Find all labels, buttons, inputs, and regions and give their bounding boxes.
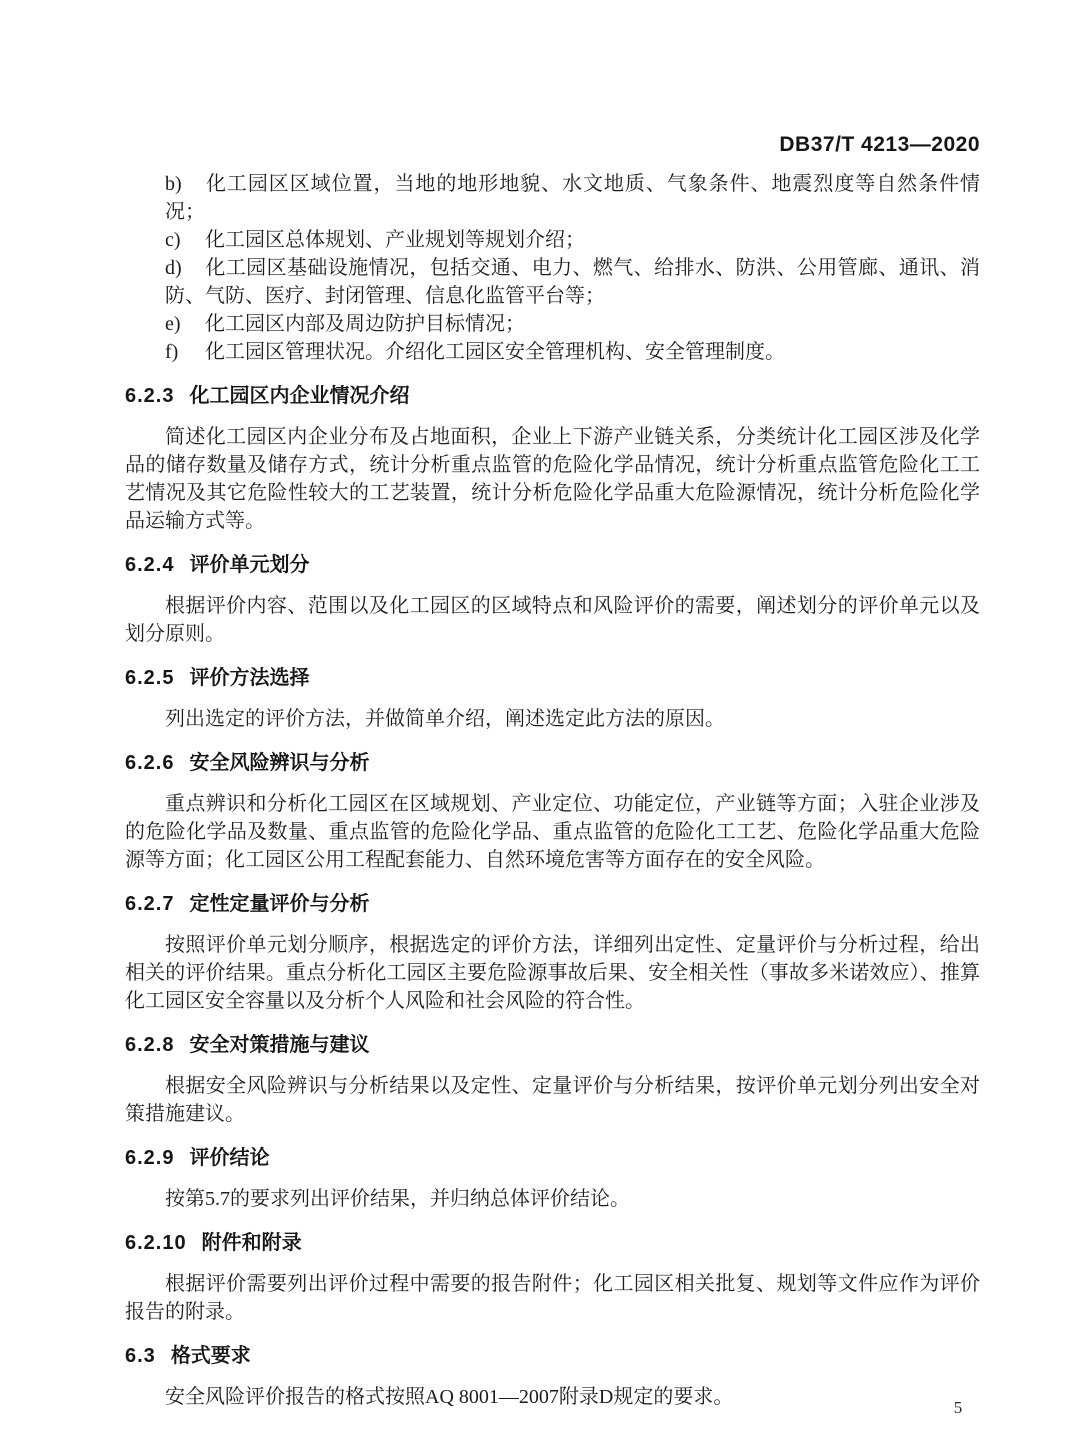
section-6-2-4 [125, 551, 980, 648]
section-title: 化工园区内企业情况介绍 [189, 385, 410, 407]
section-6-2-7 [125, 890, 980, 1015]
document-header [125, 132, 980, 158]
list-item-text: 化工园区内部及周边防护目标情况； [205, 313, 525, 335]
section-6-2-5 [125, 664, 980, 733]
page-number: 5 [953, 1398, 963, 1417]
section-number: 6.2.3 [125, 385, 175, 407]
list-item-text: 化工园区基础设施情况，包括交通、电力、燃气、给排水、防洪、公用管廊、通讯、消防、气防、医疗、封闭管理、信息化监管平台等； [165, 257, 980, 307]
section-number: 6.2.7 [125, 893, 175, 915]
list-item [125, 338, 980, 366]
section-heading [125, 1229, 980, 1257]
list-item [125, 170, 980, 226]
section-paragraph: 根据评价需要列出评价过程中需要的报告附件；化工园区相关批复、规划等文件应作为评价报告的附录。 [125, 1273, 980, 1323]
section-title: 安全对策措施与建议 [189, 1034, 370, 1056]
section-number: 6.2.6 [125, 752, 175, 774]
section-paragraph: 根据评价内容、范围以及化工园区的区域特点和风险评价的需要，阐述划分的评价单元以及划分原则。 [125, 595, 980, 645]
section-heading [125, 1031, 980, 1059]
list-item-marker: b) [165, 173, 182, 195]
section-heading [125, 749, 980, 777]
section-paragraph: 按第5.7的要求列出评价结果，并归纳总体评价结论。 [165, 1188, 630, 1210]
clause-list [125, 170, 980, 366]
section-title: 评价结论 [189, 1147, 270, 1169]
section-heading [125, 1144, 980, 1172]
section-6-2-8 [125, 1031, 980, 1128]
section-number: 6.2.5 [125, 667, 175, 689]
section-heading [125, 664, 980, 692]
section-paragraph: 列出选定的评价方法，并做简单介绍，阐述选定此方法的原因。 [165, 708, 725, 730]
list-item [125, 310, 980, 338]
section-title: 附件和附录 [201, 1232, 302, 1254]
section-paragraph: 按照评价单元划分顺序，根据选定的评价方法，详细列出定性、定量评价与分析过程，给出相关的评价结果。重点分析化工园区主要危险源事故后果、安全相关性（事故多米诺效应）、推算化工园区安全容量以及分析个人风险和社会风险的符合性。 [125, 934, 980, 1012]
section-number: 6.2.8 [125, 1034, 175, 1056]
section-6-2-3 [125, 382, 980, 535]
doc-number: DB37/T 4213—2020 [779, 133, 980, 156]
list-item-marker: d) [165, 257, 182, 279]
section-paragraph: 安全风险评价报告的格式按照AQ 8001—2007附录D规定的要求。 [165, 1386, 734, 1408]
section-6-2-6 [125, 749, 980, 874]
section-paragraph: 简述化工园区内企业分布及占地面积，企业上下游产业链关系，分类统计化工园区涉及化学品的储存数量及储存方式，统计分析重点监管的危险化学品情况，统计分析重点监管危险化工工艺情况及其它危险性较大的工艺装置，统计分析危险化学品重大危险源情况，统计分析危险化学品运输方式等。 [125, 426, 980, 532]
list-item-text: 化工园区管理状况。介绍化工园区安全管理机构、安全管理制度。 [205, 341, 785, 363]
section-paragraph: 重点辨识和分析化工园区在区域规划、产业定位、功能定位，产业链等方面；入驻企业涉及的危险化学品及数量、重点监管的危险化学品、重点监管的危险化工工艺、危险化学品重大危险源等方面；化工园区公用工程配套能力、自然环境危害等方面存在的安全风险。 [125, 793, 980, 871]
list-item-marker: f) [165, 341, 179, 363]
section-title: 安全风险辨识与分析 [189, 752, 370, 774]
section-title: 格式要求 [170, 1345, 251, 1367]
section-paragraph: 根据安全风险辨识与分析结果以及定性、定量评价与分析结果，按评价单元划分列出安全对策措施建议。 [125, 1075, 980, 1125]
section-number: 6.2.10 [125, 1232, 187, 1254]
section-heading [125, 551, 980, 579]
list-item-text: 化工园区区域位置，当地的地形地貌、水文地质、气象条件、地震烈度等自然条件情况； [165, 173, 980, 223]
section-6-2-10 [125, 1229, 980, 1326]
section-number: 6.3 [125, 1345, 156, 1367]
list-item [125, 226, 980, 254]
section-title: 评价方法选择 [189, 667, 310, 689]
list-item-marker: e) [165, 313, 181, 335]
list-item-marker: c) [165, 229, 181, 251]
section-title: 定性定量评价与分析 [189, 893, 370, 915]
section-number: 6.2.4 [125, 554, 175, 576]
section-heading [125, 1342, 980, 1370]
section-heading [125, 382, 980, 410]
list-item [125, 254, 980, 310]
section-title: 评价单元划分 [189, 554, 310, 576]
section-6-2-9 [125, 1144, 980, 1213]
section-6-3 [125, 1342, 980, 1411]
section-heading [125, 890, 980, 918]
section-number: 6.2.9 [125, 1147, 175, 1169]
list-item-text: 化工园区总体规划、产业规划等规划介绍； [205, 229, 585, 251]
